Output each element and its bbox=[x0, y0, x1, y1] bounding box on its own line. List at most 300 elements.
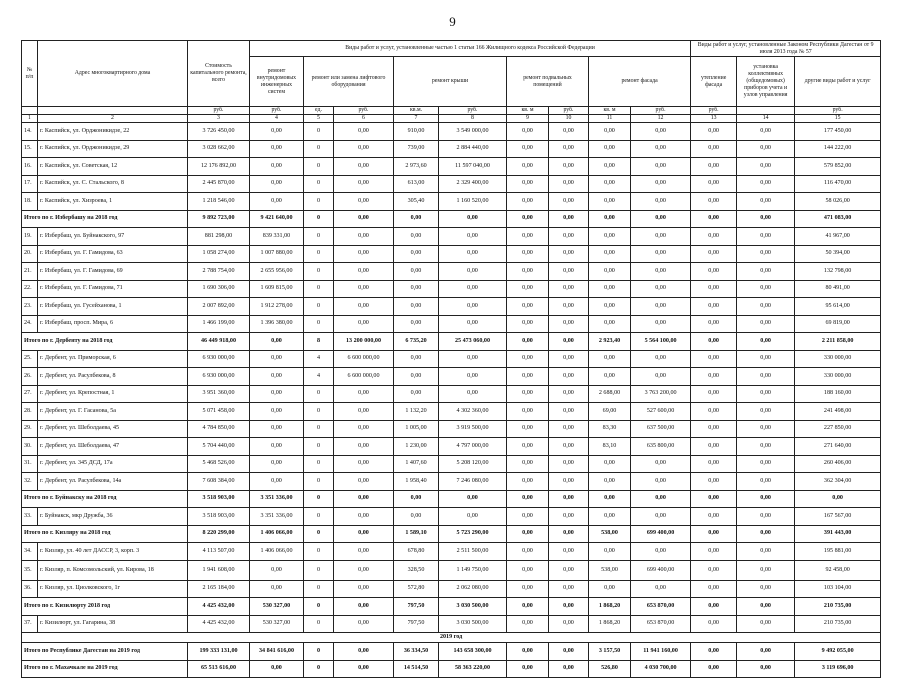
table-cell: 0,00 bbox=[589, 158, 631, 176]
table-cell: 177 450,00 bbox=[795, 123, 881, 141]
table-cell: 0,00 bbox=[549, 280, 589, 298]
table-cell: 0,00 bbox=[737, 158, 795, 176]
column-number: 5 bbox=[304, 115, 334, 123]
table-cell: 11 941 160,00 bbox=[631, 643, 691, 661]
table-cell: 0,00 bbox=[691, 193, 737, 211]
table-cell: 0,00 bbox=[691, 210, 737, 228]
table-cell: 0,00 bbox=[334, 473, 394, 491]
address-cell: г. Кизляр, ул. 40 лет ДАССР, 3, корп. 3 bbox=[38, 543, 188, 561]
table-cell: 0,00 bbox=[589, 350, 631, 368]
unit-cell: кв.м. bbox=[394, 107, 439, 115]
table-cell: 0,00 bbox=[589, 228, 631, 246]
table-cell: 0,00 bbox=[334, 438, 394, 456]
table-cell: 0,00 bbox=[394, 385, 439, 403]
table-cell: 0,00 bbox=[631, 245, 691, 263]
table-cell: 0 bbox=[304, 403, 334, 421]
table-cell: 0,00 bbox=[507, 368, 549, 386]
table-cell: 6 735,20 bbox=[394, 333, 439, 351]
table-cell: 0 bbox=[304, 490, 334, 508]
header-lift: ремонт или замена лифтового оборудования bbox=[304, 57, 394, 107]
table-cell: 1 958,40 bbox=[394, 473, 439, 491]
table-cell: 116 470,00 bbox=[795, 175, 881, 193]
table-cell: 0,00 bbox=[691, 368, 737, 386]
table-cell: 0,00 bbox=[691, 660, 737, 678]
table-cell: 195 881,00 bbox=[795, 543, 881, 561]
unit-cell: кв. м bbox=[589, 107, 631, 115]
table-cell: 0,00 bbox=[631, 368, 691, 386]
table-cell: 0 bbox=[304, 598, 334, 616]
table-cell: 41 967,00 bbox=[795, 228, 881, 246]
table-cell: 881 298,00 bbox=[188, 228, 250, 246]
table-cell: 0,00 bbox=[549, 420, 589, 438]
row-number: 25. bbox=[22, 350, 38, 368]
table-cell: 0,00 bbox=[394, 210, 439, 228]
table-cell: 0,00 bbox=[691, 438, 737, 456]
table-cell: 144 222,00 bbox=[795, 140, 881, 158]
table-cell: 0,00 bbox=[691, 123, 737, 141]
table-cell: 0,00 bbox=[250, 438, 304, 456]
table-cell: 0,00 bbox=[507, 490, 549, 508]
table-cell: 471 083,00 bbox=[795, 210, 881, 228]
table-cell: 0,00 bbox=[507, 175, 549, 193]
subtotal-label: Итого по г. Дербенту на 2018 год bbox=[22, 333, 188, 351]
table-cell: 1 912 278,00 bbox=[250, 298, 304, 316]
table-cell: 328,50 bbox=[394, 560, 439, 580]
table-cell: 0 bbox=[304, 280, 334, 298]
subtotal-row bbox=[22, 525, 881, 543]
column-number: 6 bbox=[334, 115, 394, 123]
subtotal-row bbox=[22, 643, 881, 661]
address-cell: г. Избербаш, ул. Г. Гамидова, 69 bbox=[38, 263, 188, 281]
table-cell: 0,00 bbox=[507, 350, 549, 368]
table-cell: 58 026,00 bbox=[795, 193, 881, 211]
table-cell: 34 841 616,00 bbox=[250, 643, 304, 661]
table-cell: 0,00 bbox=[394, 508, 439, 526]
table-cell: 0,00 bbox=[589, 508, 631, 526]
table-cell: 2 062 080,00 bbox=[439, 580, 507, 598]
table-body bbox=[22, 41, 881, 678]
table-cell: 1 132,20 bbox=[394, 403, 439, 421]
table-cell: 0,00 bbox=[691, 525, 737, 543]
table-cell: 0,00 bbox=[250, 193, 304, 211]
row-number: 34. bbox=[22, 543, 38, 561]
table-cell: 0,00 bbox=[631, 350, 691, 368]
table-cell: 0,00 bbox=[549, 525, 589, 543]
subtotal-label: Итого по г. Кизилюрту 2018 год bbox=[22, 598, 188, 616]
table-cell: 46 449 918,00 bbox=[188, 333, 250, 351]
table-cell: 1 466 199,00 bbox=[188, 315, 250, 333]
table-cell: 653 870,00 bbox=[631, 615, 691, 633]
table-cell: 0,00 bbox=[439, 315, 507, 333]
table-cell: 0,00 bbox=[631, 263, 691, 281]
table-cell: 0,00 bbox=[507, 560, 549, 580]
table-cell: 0,00 bbox=[394, 368, 439, 386]
table-cell: 271 640,00 bbox=[795, 438, 881, 456]
header-row-column-numbers bbox=[22, 115, 881, 123]
table-cell: 0,00 bbox=[334, 175, 394, 193]
table-cell: 0,00 bbox=[334, 615, 394, 633]
table-cell: 0,00 bbox=[691, 298, 737, 316]
table-cell: 839 331,00 bbox=[250, 228, 304, 246]
table-row bbox=[22, 403, 881, 421]
table-cell: 0,00 bbox=[589, 315, 631, 333]
table-cell: 0,00 bbox=[507, 385, 549, 403]
table-cell: 0,00 bbox=[507, 263, 549, 281]
table-cell: 0,00 bbox=[589, 123, 631, 141]
table-cell: 0,00 bbox=[691, 158, 737, 176]
table-cell: 0,00 bbox=[691, 598, 737, 616]
unit-cell bbox=[737, 107, 795, 115]
table-cell: 0,00 bbox=[589, 210, 631, 228]
table-cell: 0,00 bbox=[507, 438, 549, 456]
table-cell: 0 bbox=[304, 385, 334, 403]
table-cell: 0,00 bbox=[691, 643, 737, 661]
table-cell: 2 923,40 bbox=[589, 333, 631, 351]
table-cell: 0,00 bbox=[631, 228, 691, 246]
table-cell: 0,00 bbox=[439, 490, 507, 508]
table-cell: 0,00 bbox=[250, 123, 304, 141]
table-cell: 0,00 bbox=[507, 543, 549, 561]
address-cell: г. Избербаш, ул. Г. Гамидова, 63 bbox=[38, 245, 188, 263]
table-cell: 0,00 bbox=[334, 298, 394, 316]
table-cell: 14 514,50 bbox=[394, 660, 439, 678]
row-number: 17. bbox=[22, 175, 38, 193]
table-cell: 3 030 500,00 bbox=[439, 615, 507, 633]
address-cell: г. Дербент, ул. Крепостная, 1 bbox=[38, 385, 188, 403]
table-cell: 0,00 bbox=[394, 245, 439, 263]
table-cell: 0,00 bbox=[691, 580, 737, 598]
table-cell: 3 951 360,00 bbox=[188, 385, 250, 403]
table-cell: 699 400,00 bbox=[631, 560, 691, 580]
table-cell: 330 000,00 bbox=[795, 368, 881, 386]
table-cell: 0,00 bbox=[549, 298, 589, 316]
table-cell: 0,00 bbox=[549, 660, 589, 678]
table-cell: 210 735,00 bbox=[795, 615, 881, 633]
table-cell: 0,00 bbox=[691, 455, 737, 473]
row-number: 19. bbox=[22, 228, 38, 246]
table-cell: 0,00 bbox=[631, 543, 691, 561]
table-cell: 1 407,60 bbox=[394, 455, 439, 473]
table-cell: 0,00 bbox=[549, 643, 589, 661]
table-cell: 0 bbox=[304, 643, 334, 661]
table-cell: 0,00 bbox=[334, 543, 394, 561]
table-cell: 0,00 bbox=[394, 315, 439, 333]
table-cell: 5 723 290,00 bbox=[439, 525, 507, 543]
table-cell: 0,00 bbox=[737, 193, 795, 211]
table-cell: 0,00 bbox=[250, 140, 304, 158]
header-row-units bbox=[22, 107, 881, 115]
header-engineering: ремонт внутридомовых инженерных систем bbox=[250, 57, 304, 107]
table-cell: 0,00 bbox=[589, 263, 631, 281]
table-cell: 13 200 000,00 bbox=[334, 333, 394, 351]
table-cell: 0,00 bbox=[334, 193, 394, 211]
table-cell: 2 655 956,00 bbox=[250, 263, 304, 281]
table-cell: 65 513 616,00 bbox=[188, 660, 250, 678]
table-cell: 362 304,00 bbox=[795, 473, 881, 491]
table-cell: 0,00 bbox=[737, 123, 795, 141]
address-cell: г. Дербент, ул. Расулбекова, 8 bbox=[38, 368, 188, 386]
table-cell: 0 bbox=[304, 193, 334, 211]
table-cell: 0 bbox=[304, 508, 334, 526]
row-number: 27. bbox=[22, 385, 38, 403]
table-cell: 1 005,00 bbox=[394, 420, 439, 438]
table-row bbox=[22, 315, 881, 333]
table-cell: 0,00 bbox=[250, 580, 304, 598]
table-cell: 0,00 bbox=[549, 455, 589, 473]
table-cell: 0,00 bbox=[439, 228, 507, 246]
row-number: 22. bbox=[22, 280, 38, 298]
table-cell: 0,00 bbox=[250, 175, 304, 193]
table-cell: 1 690 306,00 bbox=[188, 280, 250, 298]
table-cell: 0,00 bbox=[394, 350, 439, 368]
table-cell: 0,00 bbox=[589, 473, 631, 491]
table-cell: 0,00 bbox=[334, 245, 394, 263]
table-cell: 1 589,10 bbox=[394, 525, 439, 543]
table-cell: 4 bbox=[304, 368, 334, 386]
table-cell: 0,00 bbox=[549, 438, 589, 456]
header-facade: ремонт фасада bbox=[589, 57, 691, 107]
year-label: 2019 год bbox=[22, 633, 881, 643]
table-cell: 0,00 bbox=[250, 403, 304, 421]
table-cell: 0,00 bbox=[334, 123, 394, 141]
table-row bbox=[22, 228, 881, 246]
table-cell: 83,30 bbox=[589, 420, 631, 438]
table-row bbox=[22, 580, 881, 598]
table-cell: 3 030 500,00 bbox=[439, 598, 507, 616]
table-cell: 0,00 bbox=[394, 280, 439, 298]
table-row bbox=[22, 368, 881, 386]
table-cell: 0,00 bbox=[507, 615, 549, 633]
table-cell: 8 220 299,00 bbox=[188, 525, 250, 543]
table-cell: 613,00 bbox=[394, 175, 439, 193]
table-cell: 0,00 bbox=[737, 245, 795, 263]
column-number: 4 bbox=[250, 115, 304, 123]
table-cell: 0,00 bbox=[737, 228, 795, 246]
table-cell: 530 327,00 bbox=[250, 598, 304, 616]
table-cell: 0,00 bbox=[549, 193, 589, 211]
table-cell: 0,00 bbox=[394, 263, 439, 281]
table-cell: 0 bbox=[304, 175, 334, 193]
table-cell: 0,00 bbox=[439, 210, 507, 228]
table-cell: 2 511 500,00 bbox=[439, 543, 507, 561]
table-cell: 0,00 bbox=[589, 455, 631, 473]
table-cell: 1 609 815,00 bbox=[250, 280, 304, 298]
table-cell: 25 473 060,00 bbox=[439, 333, 507, 351]
address-cell: г. Дербент, ул. Г. Гасанова, 5а bbox=[38, 403, 188, 421]
table-row bbox=[22, 280, 881, 298]
table-cell: 0,00 bbox=[737, 598, 795, 616]
table-cell: 3 919 500,00 bbox=[439, 420, 507, 438]
address-cell: г. Кизилюрт, ул. Гагарина, 38 bbox=[38, 615, 188, 633]
table-cell: 0,00 bbox=[549, 368, 589, 386]
unit-cell: руб. bbox=[250, 107, 304, 115]
table-cell: 0,00 bbox=[737, 263, 795, 281]
table-cell: 0,00 bbox=[250, 158, 304, 176]
table-cell: 103 104,00 bbox=[795, 580, 881, 598]
table-cell: 0,00 bbox=[631, 123, 691, 141]
table-cell: 0,00 bbox=[549, 598, 589, 616]
subtotal-row bbox=[22, 490, 881, 508]
table-cell: 5 208 120,00 bbox=[439, 455, 507, 473]
table-cell: 0,00 bbox=[549, 228, 589, 246]
table-cell: 391 443,00 bbox=[795, 525, 881, 543]
table-cell: 1 218 546,00 bbox=[188, 193, 250, 211]
unit-cell: руб. bbox=[631, 107, 691, 115]
table-cell: 0,00 bbox=[691, 315, 737, 333]
table-cell: 330 000,00 bbox=[795, 350, 881, 368]
year-divider-row bbox=[22, 633, 881, 643]
table-cell: 0,00 bbox=[631, 175, 691, 193]
table-cell: 0,00 bbox=[549, 560, 589, 580]
table-cell: 0,00 bbox=[250, 455, 304, 473]
table-cell: 0,00 bbox=[737, 580, 795, 598]
subtotal-label: Итого по г. Избербашу на 2018 год bbox=[22, 210, 188, 228]
table-cell: 0 bbox=[304, 245, 334, 263]
table-cell: 210 735,00 bbox=[795, 598, 881, 616]
table-cell: 6 930 000,00 bbox=[188, 350, 250, 368]
table-cell: 0,00 bbox=[549, 123, 589, 141]
subtotal-label: Итого по г. Буйнакску на 2018 год bbox=[22, 490, 188, 508]
address-cell: г. Дербент, ул. Приморская, 6 bbox=[38, 350, 188, 368]
column-number: 8 bbox=[439, 115, 507, 123]
table-cell: 3 119 696,00 bbox=[795, 660, 881, 678]
table-row bbox=[22, 350, 881, 368]
address-cell: г. Избербаш, просп. Мира, 6 bbox=[38, 315, 188, 333]
table-cell: 0,00 bbox=[631, 455, 691, 473]
table-cell: 50 394,00 bbox=[795, 245, 881, 263]
table-cell: 0,00 bbox=[549, 473, 589, 491]
table-cell: 0,00 bbox=[737, 525, 795, 543]
table-cell: 0,00 bbox=[507, 298, 549, 316]
column-number: 2 bbox=[38, 115, 188, 123]
table-cell: 0,00 bbox=[737, 643, 795, 661]
table-cell: 0,00 bbox=[394, 298, 439, 316]
table-cell: 0,00 bbox=[737, 385, 795, 403]
column-number: 9 bbox=[507, 115, 549, 123]
table-cell: 5 468 526,00 bbox=[188, 455, 250, 473]
table-cell: 572,80 bbox=[394, 580, 439, 598]
table-cell: 1 406 066,00 bbox=[250, 525, 304, 543]
subtotal-label: Итого по г. Кизляру на 2018 год bbox=[22, 525, 188, 543]
table-cell: 0 bbox=[304, 455, 334, 473]
table-cell: 0,00 bbox=[737, 210, 795, 228]
subtotal-row bbox=[22, 210, 881, 228]
table-cell: 0,00 bbox=[691, 140, 737, 158]
table-cell: 0,00 bbox=[737, 473, 795, 491]
table-cell: 0,00 bbox=[549, 210, 589, 228]
table-cell: 0,00 bbox=[691, 560, 737, 580]
header-group-extra: Виды работ и услуг, установленные Законом Республики Дагестан от 9 июля 2013 года № 57 bbox=[691, 41, 881, 57]
table-cell: 0,00 bbox=[631, 193, 691, 211]
table-cell: 5 704 440,00 bbox=[188, 438, 250, 456]
table-cell: 0 bbox=[304, 228, 334, 246]
table-cell: 0,00 bbox=[334, 490, 394, 508]
table-cell: 80 491,00 bbox=[795, 280, 881, 298]
table-cell: 0,00 bbox=[631, 280, 691, 298]
table-cell: 0 bbox=[304, 158, 334, 176]
table-row bbox=[22, 560, 881, 580]
row-number: 33. bbox=[22, 508, 38, 526]
table-cell: 0,00 bbox=[549, 615, 589, 633]
table-cell: 241 498,00 bbox=[795, 403, 881, 421]
table-cell: 579 852,00 bbox=[795, 158, 881, 176]
column-number: 13 bbox=[691, 115, 737, 123]
table-row bbox=[22, 615, 881, 633]
table-row bbox=[22, 263, 881, 281]
table-cell: 143 658 300,00 bbox=[439, 643, 507, 661]
table-cell: 0,00 bbox=[439, 280, 507, 298]
table-cell: 0 bbox=[304, 315, 334, 333]
table-row bbox=[22, 438, 881, 456]
column-number: 10 bbox=[549, 115, 589, 123]
table-cell: 260 406,00 bbox=[795, 455, 881, 473]
row-number: 29. bbox=[22, 420, 38, 438]
table-cell: 199 333 131,00 bbox=[188, 643, 250, 661]
table-cell: 0 bbox=[304, 580, 334, 598]
address-cell: г. Каспийск, ул. Советская, 12 bbox=[38, 158, 188, 176]
address-cell: г. Дербент, ул. Расулбекова, 14а bbox=[38, 473, 188, 491]
table-row bbox=[22, 420, 881, 438]
subtotal-row bbox=[22, 660, 881, 678]
address-cell: г. Кизляр, ул. Циолковского, 1г bbox=[38, 580, 188, 598]
table-cell: 1 406 066,00 bbox=[250, 543, 304, 561]
unit-cell: руб. bbox=[334, 107, 394, 115]
header-number: № п/п bbox=[22, 41, 38, 107]
table-cell: 0,00 bbox=[507, 245, 549, 263]
table-cell: 3 726 450,00 bbox=[188, 123, 250, 141]
header-address: Адрес многоквартирного дома bbox=[38, 41, 188, 107]
table-cell: 0,00 bbox=[631, 473, 691, 491]
row-number: 23. bbox=[22, 298, 38, 316]
table-cell: 0,00 bbox=[549, 140, 589, 158]
table-cell: 0,00 bbox=[737, 280, 795, 298]
table-cell: 0,00 bbox=[589, 140, 631, 158]
table-cell: 4 030 700,00 bbox=[631, 660, 691, 678]
table-cell: 0,00 bbox=[737, 560, 795, 580]
page-number: 9 bbox=[449, 14, 456, 29]
table-cell: 0,00 bbox=[691, 263, 737, 281]
table-cell: 0,00 bbox=[507, 420, 549, 438]
table-cell: 797,50 bbox=[394, 598, 439, 616]
table-cell: 167 567,00 bbox=[795, 508, 881, 526]
table-cell: 1 058 274,00 bbox=[188, 245, 250, 263]
table-cell: 0,00 bbox=[507, 643, 549, 661]
table-cell: 4 797 000,00 bbox=[439, 438, 507, 456]
table-cell: 1 230,00 bbox=[394, 438, 439, 456]
column-number: 1 bbox=[22, 115, 38, 123]
table-cell: 0,00 bbox=[334, 660, 394, 678]
table-cell: 0,00 bbox=[439, 508, 507, 526]
row-number: 26. bbox=[22, 368, 38, 386]
table-cell: 538,00 bbox=[589, 525, 631, 543]
header-meters: установка коллективных (общедомовых) приборов учета и узлов управления bbox=[737, 57, 795, 107]
table-cell: 0,00 bbox=[631, 158, 691, 176]
table-cell: 0 bbox=[304, 123, 334, 141]
table-cell: 0,00 bbox=[691, 280, 737, 298]
table-cell: 0,00 bbox=[737, 403, 795, 421]
table-cell: 92 458,00 bbox=[795, 560, 881, 580]
table-cell: 0,00 bbox=[507, 660, 549, 678]
table-cell: 0,00 bbox=[439, 298, 507, 316]
row-number: 20. bbox=[22, 245, 38, 263]
table-cell: 910,00 bbox=[394, 123, 439, 141]
table-cell: 2 884 440,00 bbox=[439, 140, 507, 158]
table-row bbox=[22, 123, 881, 141]
table-cell: 8 bbox=[304, 333, 334, 351]
header-insulation: утепление фасада bbox=[691, 57, 737, 107]
table-cell: 0,00 bbox=[631, 140, 691, 158]
table-cell: 0,00 bbox=[737, 350, 795, 368]
